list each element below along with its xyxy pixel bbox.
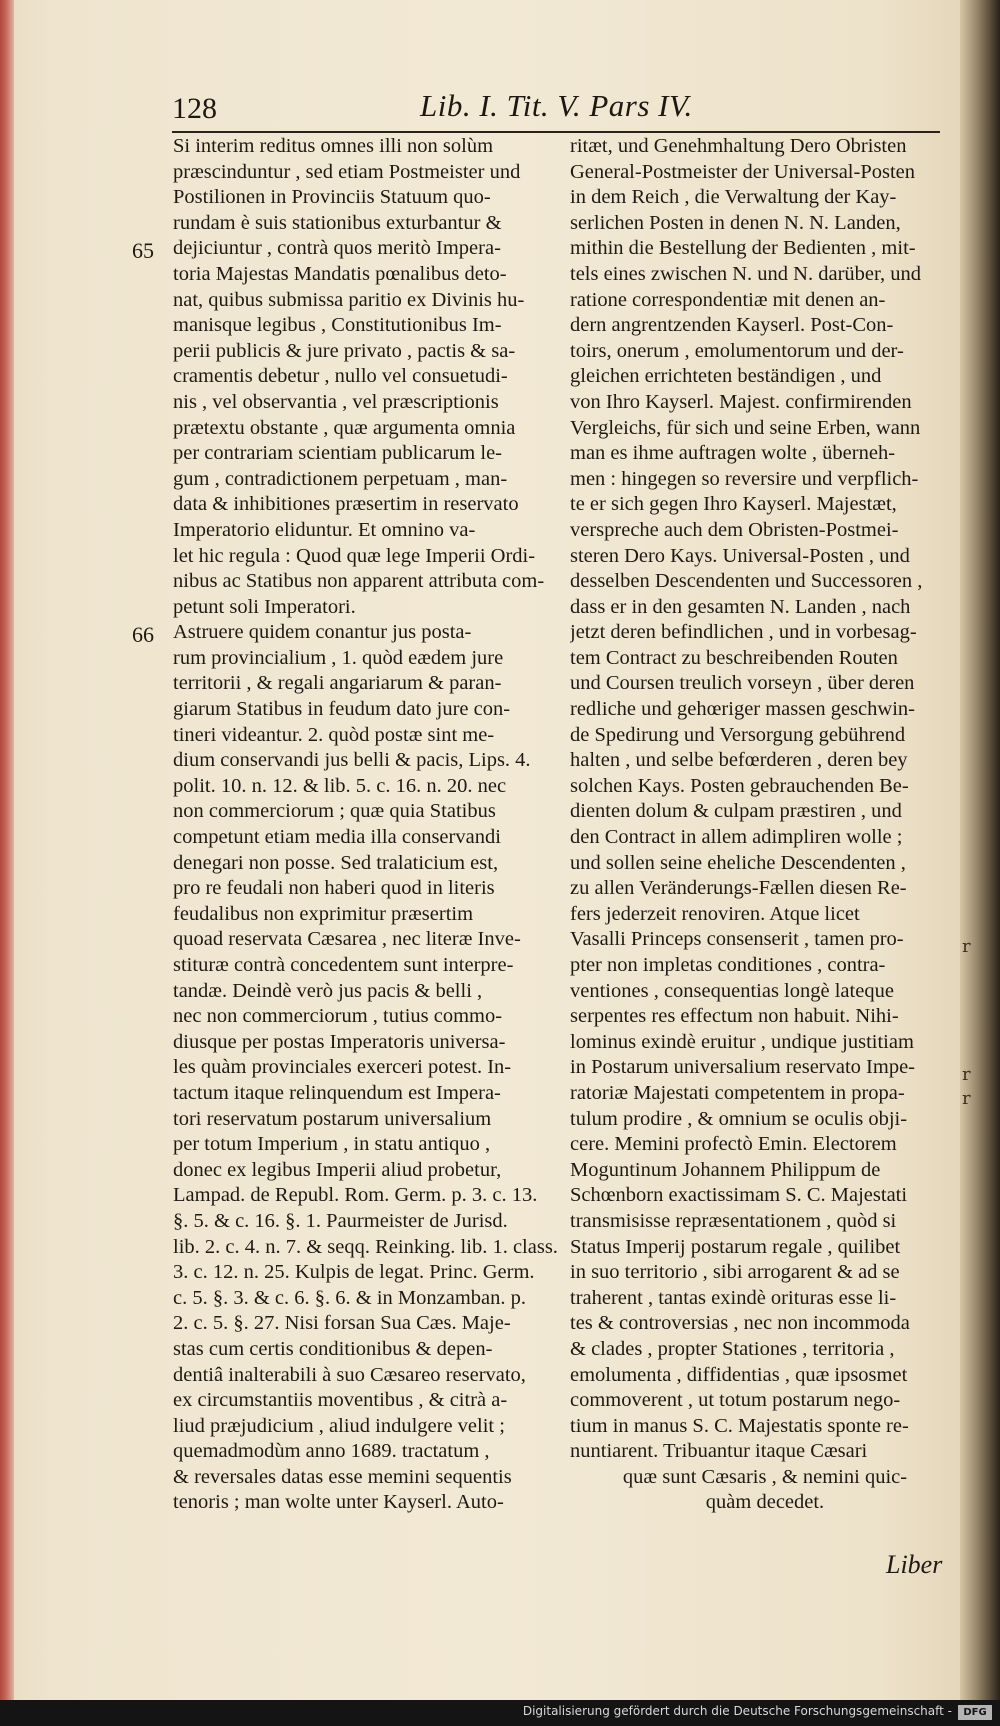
text-line: gleichen errichteten beständigen , und bbox=[570, 365, 882, 388]
text-line: men : hingegen so reversire und verpflich- bbox=[570, 467, 919, 490]
text-line: præscinduntur , sed etiam Postmeister und bbox=[173, 160, 521, 183]
text-line: in suo territorio , sibi arrogarent & ad se bbox=[570, 1261, 900, 1284]
text-line: de Spedirung und Versorgung gebührend bbox=[570, 723, 906, 746]
text-line: competunt etiam media illa conservandi bbox=[173, 826, 501, 849]
text-line: §. 5. & c. 16. §. 1. Paurmeister de Jurisd. bbox=[173, 1209, 508, 1232]
text-line: gum , contradictionem perpetuam , man- bbox=[173, 467, 508, 490]
text-line: Vasalli Princeps consenserit , tamen pro- bbox=[570, 928, 904, 951]
text-line: nuntiarent. Tribuantur itaque Cæsari bbox=[570, 1440, 868, 1463]
text-line: toirs, onerum , emolumentorum und der- bbox=[570, 339, 904, 362]
text-line: stituræ contrà concedentem sunt interpre- bbox=[173, 954, 514, 976]
text-line: tactum itaque relinquendum est Impera- bbox=[173, 1081, 501, 1104]
text-line: giarum Statibus in feudum dato jure con- bbox=[173, 698, 511, 721]
text-line: per contrariam scientiam publicarum le- bbox=[173, 442, 503, 465]
header-rule bbox=[172, 131, 940, 133]
text-line: pro re feudali non haberi quod in literis bbox=[173, 877, 495, 900]
text-line: c. 5. §. 3. & c. 6. §. 6. & in Monzamban. p. bbox=[173, 1286, 527, 1309]
text-line: te er sich gegen Ihro Kayserl. Majestæt, bbox=[570, 493, 897, 516]
text-line: polit. 10. n. 12. & lib. 5. c. 16. n. 20. nec bbox=[173, 774, 507, 797]
footer-bar bbox=[0, 1700, 1000, 1726]
text-line: dentiâ inalterabili à suo Cæsareo reservato, bbox=[173, 1363, 526, 1386]
text-line: tori reservatum postarum universalium bbox=[173, 1107, 492, 1130]
text-line: nat, quibus submissa paritio ex Divinis hu- bbox=[173, 288, 525, 311]
text-line: steren Dero Kays. Universal-Posten , und bbox=[570, 544, 910, 567]
text-line: tenoris ; man wolte unter Kayserl. Auto- bbox=[173, 1491, 504, 1514]
text-line: General-Postmeister der Universal-Posten bbox=[570, 160, 915, 183]
facing-page-char: r bbox=[962, 1088, 971, 1109]
text-line: Lampad. de Republ. Rom. Germ. p. 3. c. 13. bbox=[173, 1184, 538, 1207]
text-line: data & inhibitiones præsertim in reservato bbox=[173, 493, 519, 516]
facing-page-edge bbox=[960, 0, 1000, 1700]
text-line: cere. Memini profectò Emin. Electorem bbox=[570, 1133, 897, 1156]
text-line: per totum Imperium , in statu antiquo , bbox=[173, 1133, 491, 1156]
text-line: quæ sunt Cæsaris , & nemini quic- bbox=[622, 1465, 908, 1488]
margin-number: 65 bbox=[132, 238, 154, 263]
running-head: Lib. I. Tit. V. Pars IV. bbox=[420, 88, 693, 123]
footer-credit: Digitalisierung gefördert durch die Deutsche Forschungsgemeinschaft - bbox=[522, 1704, 952, 1718]
text-line: ritæt, und Genehmhaltung Dero Obristen bbox=[570, 135, 907, 157]
text-line: jetzt deren befindlichen , und in vorbesag- bbox=[570, 621, 917, 644]
text-line: redliche und gehœriger massen geschwin- bbox=[570, 698, 915, 721]
text-line: Postilionen in Provinciis Statuum quo- bbox=[173, 186, 491, 209]
catchword: Liber bbox=[886, 1550, 943, 1579]
text-line: den Contract in allem adimpliren wolle ; bbox=[570, 826, 903, 849]
text-line: 3. c. 12. n. 25. Kulpis de legat. Princ. Germ. bbox=[173, 1261, 535, 1284]
text-line: serpentes res effectum non habuit. Nihi- bbox=[570, 1005, 899, 1028]
text-line: prætextu obstante , quæ argumenta omnia bbox=[173, 416, 516, 439]
text-line: solchen Kays. Posten gebrauchenden Be- bbox=[570, 774, 909, 797]
text-line: transmisisse repræsentationem , quòd si bbox=[570, 1209, 897, 1232]
text-line: traherent , tantas exindè orituras esse li- bbox=[570, 1286, 897, 1309]
text-line: diusque per postas Imperatoris universa- bbox=[173, 1030, 506, 1053]
facing-page-char: r bbox=[962, 936, 971, 957]
text-line: ratoriæ Majestati competentem in propa- bbox=[570, 1081, 905, 1104]
text-line: donec ex legibus Imperii aliud probetur, bbox=[173, 1158, 502, 1181]
text-line: Astruere quidem conantur jus posta- bbox=[173, 621, 472, 644]
text-line: denegari non posse. Sed tralaticium est, bbox=[173, 851, 499, 874]
text-line: perii publicis & jure privato , pactis & sa- bbox=[173, 339, 516, 362]
text-line: Status Imperij postarum regale , quilibet bbox=[570, 1235, 901, 1258]
text-line: pter non impletas conditiones , contra- bbox=[570, 954, 886, 976]
text-line: man es ihme auftragen wolte , überneh- bbox=[570, 442, 896, 465]
text-line: quoad reservata Cæsarea , nec literæ Inve- bbox=[173, 928, 521, 951]
text-line: dium conservandi jus belli & pacis, Lips. 4. bbox=[173, 749, 531, 772]
text-line: fers jederzeit renoviren. Atque licet bbox=[570, 902, 860, 925]
text-line: Schœnborn exactissimam S. C. Majestati bbox=[570, 1184, 908, 1207]
text-line: les quàm provinciales exerceri potest. In- bbox=[173, 1056, 512, 1079]
text-line: tandæ. Deindè verò jus pacis & belli , bbox=[173, 979, 483, 1002]
page-number: 128 bbox=[172, 92, 217, 125]
text-line: serlichen Posten in denen N. N. Landen, bbox=[570, 211, 901, 234]
facing-page-char: r bbox=[962, 1064, 971, 1085]
text-line: stas cum certis conditionibus & depen- bbox=[173, 1337, 493, 1360]
text-line: tium in manus S. C. Majestatis sponte re- bbox=[570, 1414, 909, 1437]
text-line: von Ihro Kayserl. Majest. confirmirenden bbox=[570, 390, 912, 413]
text-line: 2. c. 5. §. 27. Nisi forsan Sua Cæs. Maje- bbox=[173, 1312, 511, 1335]
text-line: in Postarum universalium reservato Impe- bbox=[570, 1056, 915, 1079]
text-line: feudalibus non exprimitur præsertim bbox=[173, 902, 474, 925]
text-line: ratione correspondentiæ mit denen an- bbox=[570, 288, 886, 311]
text-line: zu allen Veränderungs-Fællen diesen Re- bbox=[570, 877, 907, 900]
text-line: territorii , & regali angariarum & paran- bbox=[173, 672, 502, 695]
text-line: tineri videantur. 2. quòd postæ sint me- bbox=[173, 723, 495, 746]
text-line: ventiones , consequentias longè lateque bbox=[570, 979, 894, 1002]
text-line: nec non commerciorum , tutius commo- bbox=[173, 1005, 503, 1028]
text-line: ex circumstantiis moventibus , & citrà a- bbox=[173, 1389, 508, 1412]
text-line: verspreche auch dem Obristen-Postmei- bbox=[570, 518, 899, 541]
text-line: lib. 2. c. 4. n. 7. & seqq. Reinking. lib. 1. class. bbox=[173, 1235, 558, 1258]
text-line: und Coursen treulich vorseyn , über deren bbox=[570, 672, 915, 695]
text-line: rundam è suis stationibus exturbantur & bbox=[173, 211, 502, 234]
page-header bbox=[172, 88, 940, 132]
text-line: tem Contract zu beschreibenden Routen bbox=[570, 646, 898, 669]
text-line: dejiciuntur , contrà quos meritò Impera- bbox=[173, 237, 501, 260]
text-line: toria Majestas Mandatis pœnalibus deto- bbox=[173, 262, 507, 285]
left-text-column bbox=[173, 134, 561, 1516]
text-line: nis , vel observantia , vel præscriptionis bbox=[173, 390, 499, 413]
text-line: halten , und selbe befœrderen , deren bey bbox=[570, 749, 908, 772]
dfg-logo: DFG bbox=[958, 1705, 992, 1720]
text-line: Vergleichs, für sich und seine Erben, wann bbox=[570, 416, 921, 439]
text-line: let hic regula : Quod quæ lege Imperii Ordi- bbox=[173, 544, 536, 567]
text-line: desselben Descendenten und Successoren , bbox=[570, 570, 923, 593]
text-line: & reversales datas esse memini sequentis bbox=[173, 1465, 512, 1488]
text-line: mithin die Bestellung der Bedienten , mit- bbox=[570, 237, 916, 260]
text-line: nibus ac Statibus non apparent attributa com- bbox=[173, 570, 545, 593]
text-line: tels eines zwischen N. und N. darüber, und bbox=[570, 262, 922, 285]
text-line: und sollen seine eheliche Descendenten , bbox=[570, 851, 906, 874]
right-text-column bbox=[570, 134, 960, 1516]
text-line: cramentis debetur , nullo vel consuetudi- bbox=[173, 365, 508, 388]
margin-number: 66 bbox=[132, 622, 154, 647]
text-line: commoverent , ut totum postarum nego- bbox=[570, 1389, 901, 1412]
text-line: tes & controversias , nec non incommoda bbox=[570, 1312, 910, 1335]
text-line: manisque legibus , Constitutionibus Im- bbox=[173, 314, 502, 337]
text-line: non commerciorum ; quæ quia Statibus bbox=[173, 800, 496, 823]
text-line: in dem Reich , die Verwaltung der Kay- bbox=[570, 186, 897, 209]
text-line: emolumenta , diffidentias , quæ ipsosmet bbox=[570, 1363, 908, 1386]
text-line: rum provincialium , 1. quòd eædem jure bbox=[173, 646, 504, 669]
text-line: lominus exindè eruitur , undique justitiam bbox=[570, 1030, 914, 1053]
text-line: quàm decedet. bbox=[705, 1491, 825, 1514]
text-line: Moguntinum Johannem Philippum de bbox=[570, 1158, 881, 1181]
page-edge-binding bbox=[0, 0, 14, 1700]
text-line: petunt soli Imperatori. bbox=[173, 595, 356, 618]
text-line: Imperatorio eliduntur. Et omnino va- bbox=[173, 518, 476, 541]
text-line: Si interim reditus omnes illi non solùm bbox=[173, 135, 494, 157]
text-line: & clades , propter Stationes , territoria , bbox=[570, 1337, 895, 1360]
text-line: liud præjudicium , aliud indulgere velit ; bbox=[173, 1414, 505, 1437]
text-line: tulum prodire , & omnium se oculis obji- bbox=[570, 1107, 908, 1130]
text-line: dass er in den gesamten N. Landen , nach bbox=[570, 595, 911, 618]
text-line: quemadmodùm anno 1689. tractatum , bbox=[173, 1440, 490, 1463]
text-line: dern angrentzenden Kayserl. Post-Con- bbox=[570, 314, 894, 337]
text-line: dienten dolum & culpam præstiren , und bbox=[570, 800, 902, 823]
